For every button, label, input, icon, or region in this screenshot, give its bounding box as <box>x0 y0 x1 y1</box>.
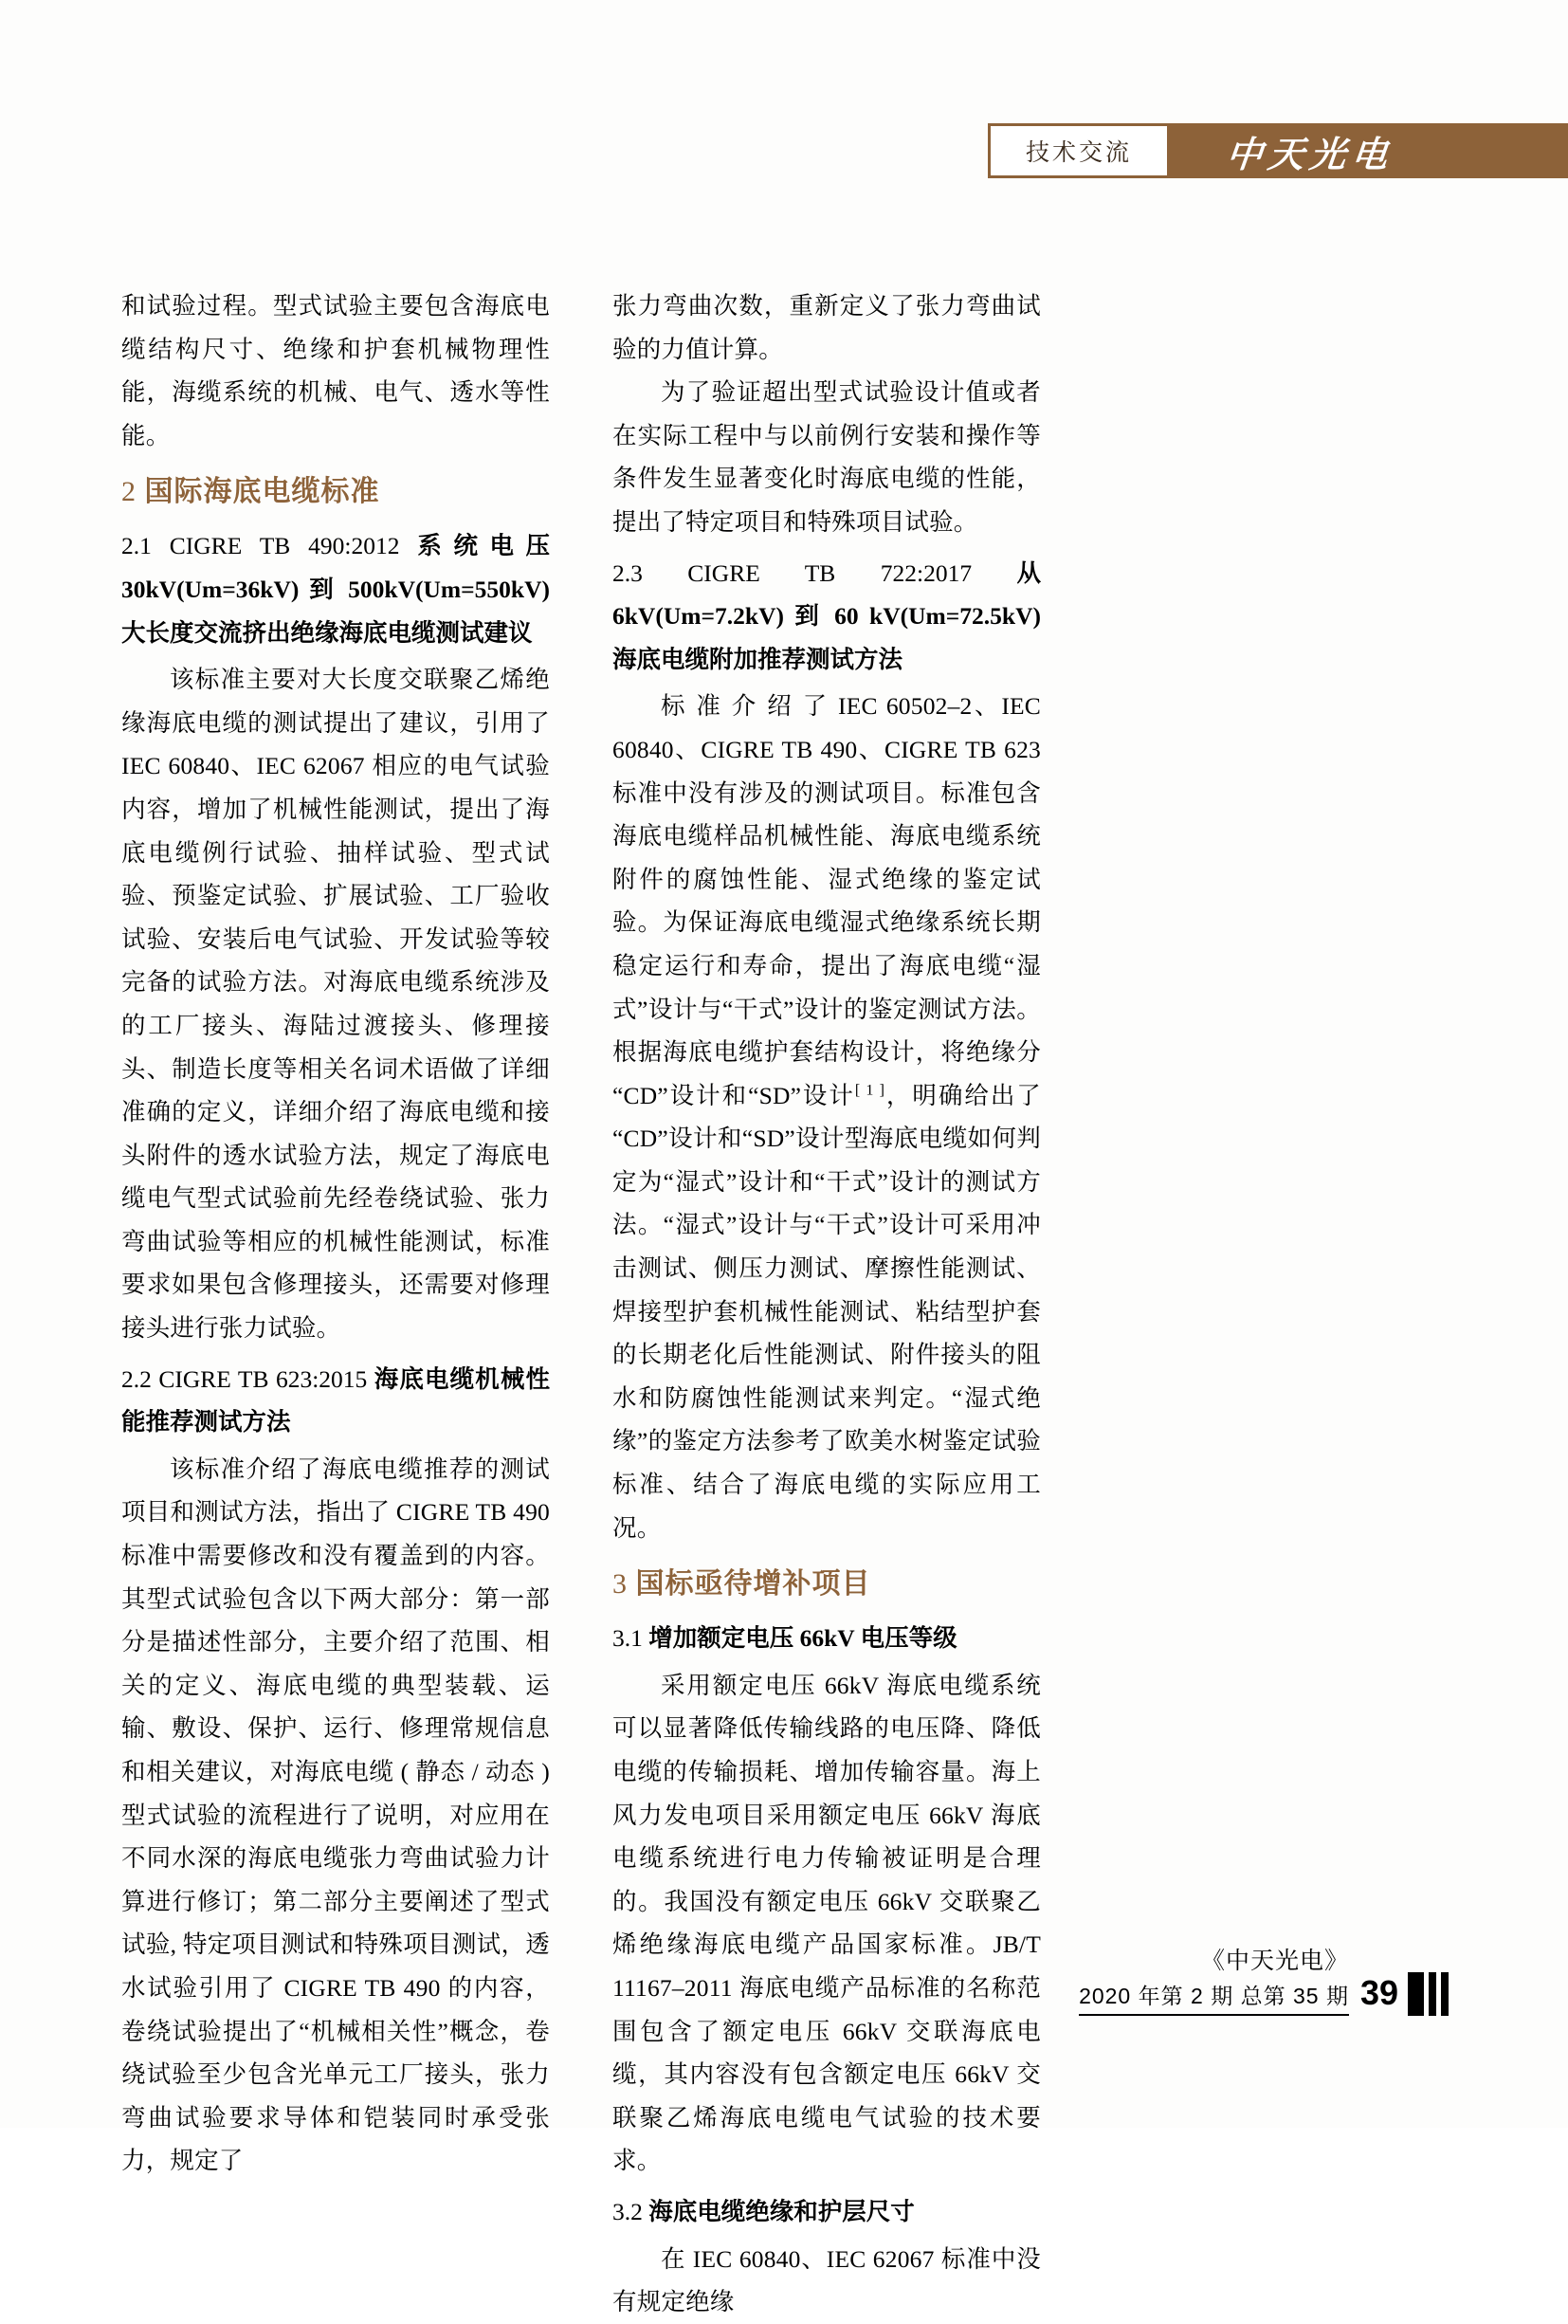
subsection-number-2-1: 2.1 CIGRE TB 490:2012 <box>121 532 418 560</box>
footer-journal-title: 《中天光电》 <box>1200 1948 1349 1975</box>
section-heading-2 <box>121 470 550 513</box>
subsection-number-3-2: 3.2 <box>612 2197 649 2225</box>
subsection-number-3-1: 3.1 <box>612 1624 649 1653</box>
paragraph-continued-right: 张力弯曲次数，重新定义了张力弯曲试验的力值计算。 <box>612 292 1041 363</box>
subsection-heading-2-3 <box>612 552 1041 682</box>
header-brand-banner <box>1170 123 1568 178</box>
section-title-2: 国际海底电缆标准 <box>144 476 380 508</box>
subsection-title-3-1: 增加额定电压 66kV 电压等级 <box>648 1624 957 1653</box>
footer-text-block <box>1079 1944 1349 2016</box>
footer-bar-2 <box>1429 1972 1436 2016</box>
subsection-number-2-2: 2.2 CIGRE TB 623:2015 <box>121 1364 374 1393</box>
subsection-heading-2-2 <box>121 1358 550 1444</box>
header-section-tag-label: 技术交流 <box>1025 139 1132 166</box>
footer-bar-3 <box>1441 1972 1449 2016</box>
footer-bar-decoration <box>1408 1972 1449 2016</box>
section-title-3: 国标亟待增补项目 <box>635 1568 871 1601</box>
citation-reference-1: [ 1 ] <box>854 1082 885 1099</box>
paragraph-continued: 和试验过程。型式试验主要包含海底电缆结构尺寸、绝缘和护套机械物理性能，海缆系统的机械、电气、透水等性能。 <box>121 292 550 449</box>
footer-inner <box>1079 1944 1449 2016</box>
page-footer <box>0 1944 1449 2016</box>
subsection-title-2-2: 海底电缆机械性能推荐测试方法 <box>121 1364 550 1436</box>
section-heading-3 <box>612 1563 1041 1605</box>
paragraph-2-2-body: 该标准介绍了海底电缆推荐的测试项目和测试方法，指出了 CIGRE TB 490 标准中需要修改和没有覆盖到的内容。其型式试验包含以下两大部分：第一部分是描述性部分，主要介绍了范围、相关的定义、海底电缆的典型装载、运输、敷设、保护、运行、修理常规信息和相关建议，对海底电缆 ( 静态 / 动态 ) 型式试验的流程进行了说明，对应用在不同水深的海底电缆张力弯曲试验力计算进行修订；第二部分主要阐述了型式试验, 特定项目测试和特殊项目测试，透水试验引用了 CIGRE TB 490 的内容，卷绕试验提出了“机械相关性”概念，卷绕试验至少包含光单元工厂接头，张力弯曲试验要求导体和铠装同时承受张力，规定了 <box>121 1455 550 2175</box>
section-number-2: 2 <box>121 476 137 508</box>
header-brand-label: 中天光电 <box>1224 135 1395 175</box>
footer-issue-info: 2020 年第 2 期 总第 35 期 <box>1079 1981 1349 2016</box>
subsection-heading-3-1 <box>612 1617 1041 1660</box>
paragraph-2-3-text-after: ，明确给出了“CD”设计和“SD”设计型海底电缆如何判定为“湿式”设计和“干式”设计的测试方法。“湿式”设计与“干式”设计可采用冲击测试、侧压力测试、摩擦性能测试、焊接型护套机械性能测试、粘结型护套的长期老化后性能测试、附件接头的阻水和防腐蚀性能测试来判定。“湿式绝缘”的鉴定方法参考了欧美水树鉴定试验标准、结合了海底电缆的实际应用工况。 <box>612 1081 1042 1542</box>
subsection-heading-3-2 <box>612 2190 1041 2234</box>
paragraph-2-1-body: 该标准主要对大长度交联聚乙烯绝缘海底电缆的测试提出了建议，引用了 IEC 60840、IEC 62067 相应的电气试验内容，增加了机械性能测试，提出了海底电缆例行试验、抽样试验、型式试验、预鉴定试验、扩展试验、工厂验收试验、安装后电气试验、开发试验等较完备的试验方法。对海底电缆系统涉及的工厂接头、海陆过渡接头、修理接头、制造长度等相关名词术语做了详细准确的定义，详细介绍了海底电缆和接头附件的透水试验方法，规定了海底电缆电气型式试验前先经卷绕试验、张力弯曲试验等相应的机械性能测试，标准要求如果包含修理接头，还需要对修理接头进行张力试验。 <box>121 666 550 1343</box>
paragraph-2-3-text-before: 标 准 介 绍 了 IEC 60502–2、IEC 60840、CIGRE TB 490、CIGRE TB 623 标准中没有涉及的测试项目。标准包含海底电缆样品机械性能、海底电缆系统附件的腐蚀性能、湿式绝缘的鉴定试验。为保证海底电缆湿式绝缘系统长期稳定运行和寿命，提出了海底电缆“湿式”设计与“干式”设计的鉴定测试方法。根据海底电缆护套结构设计，将绝缘分“CD”设计和“SD”设计 <box>612 692 1041 1109</box>
paragraph-3-1-body: 采用额定电压 66kV 海底电缆系统可以显著降低传输线路的电压降、降低电缆的传输损耗、增加传输容量。海上风力发电项目采用额定电压 66kV 海底电缆系统进行电力传输被证明是合理的。我国没有额定电压 66kV 交联聚乙烯绝缘海底电缆产品国家标准。JB/T 11167–2011 海底电缆产品标准的名称范围包含了额定电压 66kV 交联海底电缆，其内容没有包含额定电压 66kV 交联聚乙烯海底电缆电气试验的技术要求。 <box>612 1671 1041 2175</box>
page-number: 39 <box>1359 1973 1398 2012</box>
page-header <box>0 123 1568 178</box>
paragraph-2-3-body <box>612 685 1041 1549</box>
header-section-tag <box>988 123 1170 178</box>
section-number-3: 3 <box>612 1568 628 1601</box>
subsection-title-2-3: 从 6kV(Um=7.2kV) 到 60 kV(Um=72.5kV) 海底电缆附加推荐测试方法 <box>612 558 1041 673</box>
left-column <box>121 284 550 2324</box>
right-column <box>612 284 1041 2324</box>
footer-bar-1 <box>1408 1972 1424 2016</box>
paragraph-validation: 为了验证超出型式试验设计值或者在实际工程中与以前例行安装和操作等条件发生显著变化时海底电缆的性能，提出了特定项目和特殊项目试验。 <box>612 378 1041 536</box>
paragraph-3-2-body: 在 IEC 60840、IEC 62067 标准中没有规定绝缘 <box>612 2244 1041 2316</box>
subsection-number-2-3: 2.3 CIGRE TB 722:2017 <box>612 558 1017 587</box>
subsection-title-3-2: 海底电缆绝缘和护层尺寸 <box>648 2197 915 2225</box>
subsection-heading-2-1 <box>121 524 550 654</box>
subsection-title-2-1: 系统电压 30kV(Um=36kV) 到 500kV(Um=550kV) 大长度交流挤出绝缘海底电缆测试建议 <box>121 532 550 647</box>
article-columns <box>121 284 1449 2324</box>
